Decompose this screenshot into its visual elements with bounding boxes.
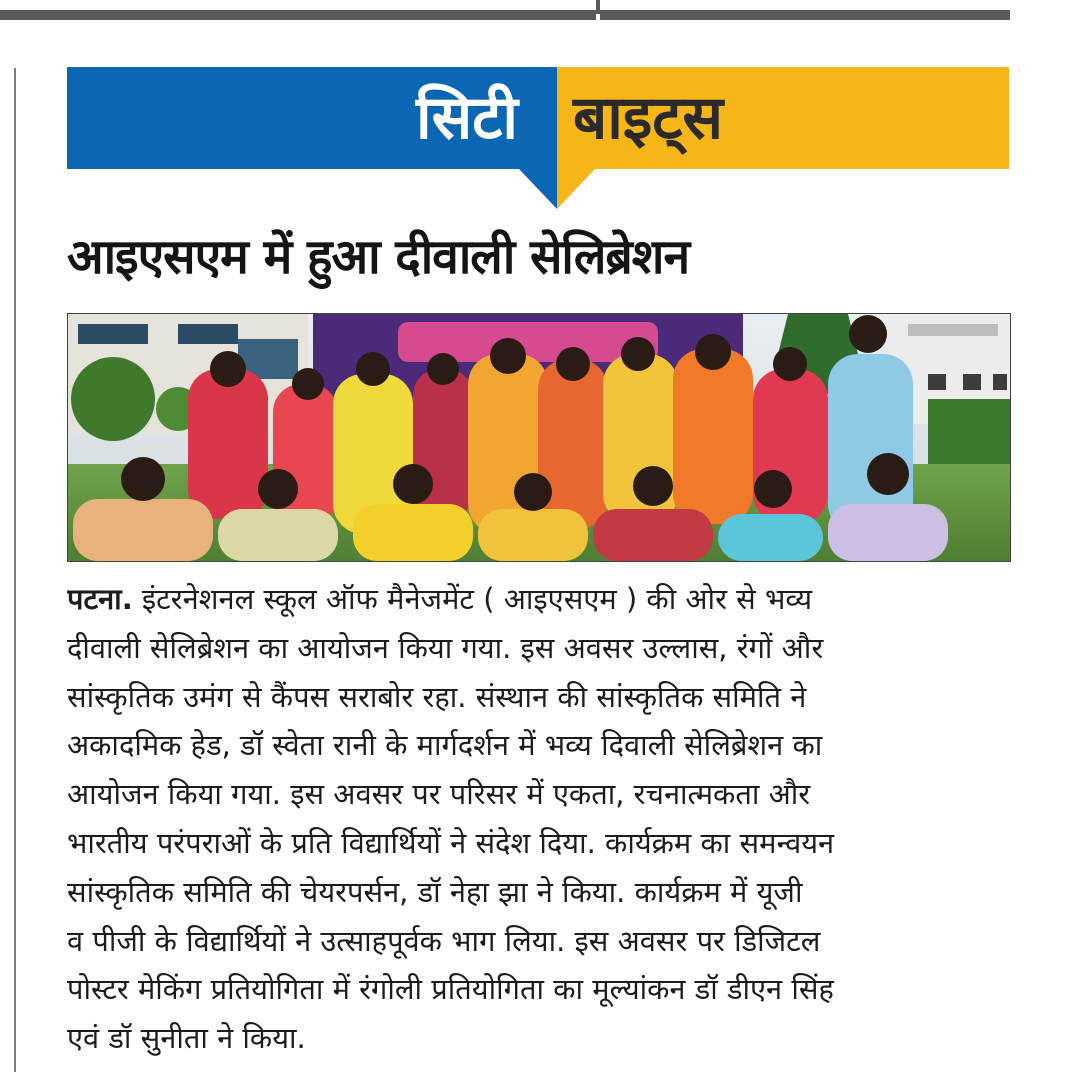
article-line-7: सांस्कृतिक समिति की चेयरपर्सन, डॉ नेहा झा ने किया. कार्यक्रम में यूजी xyxy=(67,874,803,909)
article-line-9: पोस्टर मेकिंग प्रतियोगिता में रंगोली प्रतियोगिता का मूल्यांकन डॉ डीएन सिंह xyxy=(67,972,834,1007)
article-line-4: अकादमिक हेड, डॉ स्वेता रानी के मार्गदर्शन में भव्य दिवाली सेलिब्रेशन का xyxy=(67,728,823,763)
group-photo xyxy=(67,313,1011,562)
article-line-5: आयोजन किया गया. इस अवसर पर परिसर में एकता, रचनात्मकता और xyxy=(67,777,811,812)
banner-pointer-blue xyxy=(519,169,557,209)
article-headline: आइएसएम में हुआ दीवाली सेलिब्रेशन xyxy=(67,229,690,285)
banner-pointer-yellow xyxy=(557,169,595,209)
banner-title-city: सिटी xyxy=(416,83,518,153)
top-rule-left xyxy=(0,10,596,20)
article-line-3: सांस्कृतिक उमंग से कैंपस सराबोर रहा. संस्थान की सांस्कृतिक समिति ने xyxy=(67,679,807,714)
column-divider xyxy=(14,68,16,1072)
article-line-6: भारतीय परंपराओं के प्रति विद्यार्थियों ने संदेश दिया. कार्यक्रम का समन्वयन xyxy=(67,825,835,860)
article-line-1 xyxy=(67,575,1012,624)
article-line-8: व पीजी के विद्यार्थियों ने उत्साहपूर्वक भाग लिया. इस अवसर पर डिजिटल xyxy=(67,923,821,958)
article-dateline: पटना. xyxy=(67,582,133,616)
banner-title-bites: बाइट्स xyxy=(573,83,724,153)
article-line-1-text: इंटरनेशनल स्कूल ऑफ मैनेजमेंट ( आइएसएम ) की ओर से भव्य xyxy=(132,582,813,616)
article-body xyxy=(67,575,1012,1063)
group-photo-image xyxy=(68,314,1010,561)
top-rule-right xyxy=(600,10,1010,20)
article-line-2: दीवाली सेलिब्रेशन का आयोजन किया गया. इस अवसर उल्लास, रंगों और xyxy=(67,630,824,665)
article-line-10: एवं डॉ सुनीता ने किया. xyxy=(67,1021,306,1056)
section-banner xyxy=(67,67,1009,169)
